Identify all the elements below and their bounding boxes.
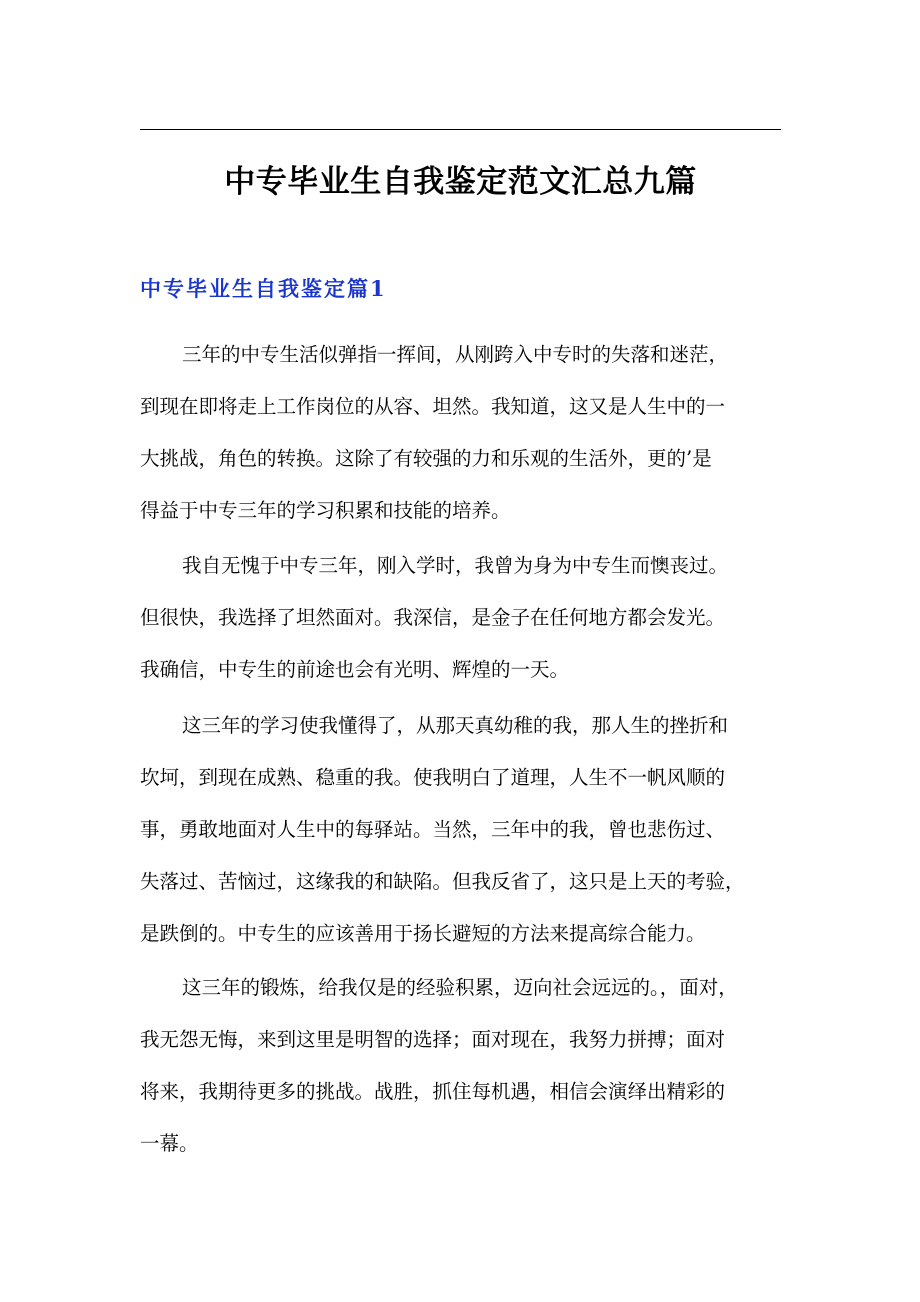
document-title: 中专毕业生自我鉴定范文汇总九篇 bbox=[224, 164, 697, 200]
text-line: 但很快，我选择了坦然面对。我深信，是金子在任何地方都会发光。 bbox=[140, 606, 726, 629]
text-line: 这三年的学习使我懂得了，从那天真幼稚的我，那人生的挫折和 bbox=[182, 714, 729, 737]
section-heading: 中专毕业生自我鉴定篇1 bbox=[140, 276, 387, 301]
text-line: 失落过、苦恼过，这缘我的和缺陷。但我反省了，这只是上天的考验， bbox=[140, 870, 745, 893]
paragraph-2 bbox=[140, 540, 781, 696]
header-rule bbox=[140, 129, 781, 130]
text-line: 三年的中专生活似弹指一挥间，从刚跨入中专时的失落和迷茫， bbox=[182, 343, 729, 366]
text-line: 大挑战，角色的转换。这除了有较强的力和乐观的生活外，更的’是 bbox=[140, 447, 712, 470]
text-line: 这三年的锻炼，给我仅是的经验积累，迈向社会远远的。，面对， bbox=[182, 976, 738, 999]
paragraph-1 bbox=[140, 329, 781, 537]
text-line: 是跌倒的。中专生的应该善用于扬长避短的方法来提高综合能力。 bbox=[140, 922, 706, 945]
text-line: 我自无愧于中专三年，刚入学时，我曾为身为中专生而懊丧过。 bbox=[182, 554, 729, 577]
text-line: 我无怨无悔，来到这里是明智的选择；面对现在，我努力拼搏；面对 bbox=[140, 1028, 726, 1051]
text-line: 将来，我期待更多的挑战。战胜，抓住每机遇，相信会演绎出精彩的 bbox=[140, 1080, 726, 1103]
text-line: 坎坷，到现在成熟、稳重的我。使我明白了道理，人生不一帆风顺的 bbox=[140, 766, 726, 789]
text-line: 得益于中专三年的学习积累和技能的培养。 bbox=[140, 499, 511, 522]
paragraph-3 bbox=[140, 700, 781, 960]
paragraph-4 bbox=[140, 962, 781, 1170]
text-line: 我确信，中专生的前途也会有光明、辉煌的一天。 bbox=[140, 658, 570, 681]
text-line: 到现在即将走上工作岗位的从容、坦然。我知道，这又是人生中的一 bbox=[140, 395, 726, 418]
text-line: 一幕。 bbox=[140, 1132, 199, 1155]
text-line: 事，勇敢地面对人生中的每驿站。当然，三年中的我，曾也悲伤过、 bbox=[140, 818, 726, 841]
